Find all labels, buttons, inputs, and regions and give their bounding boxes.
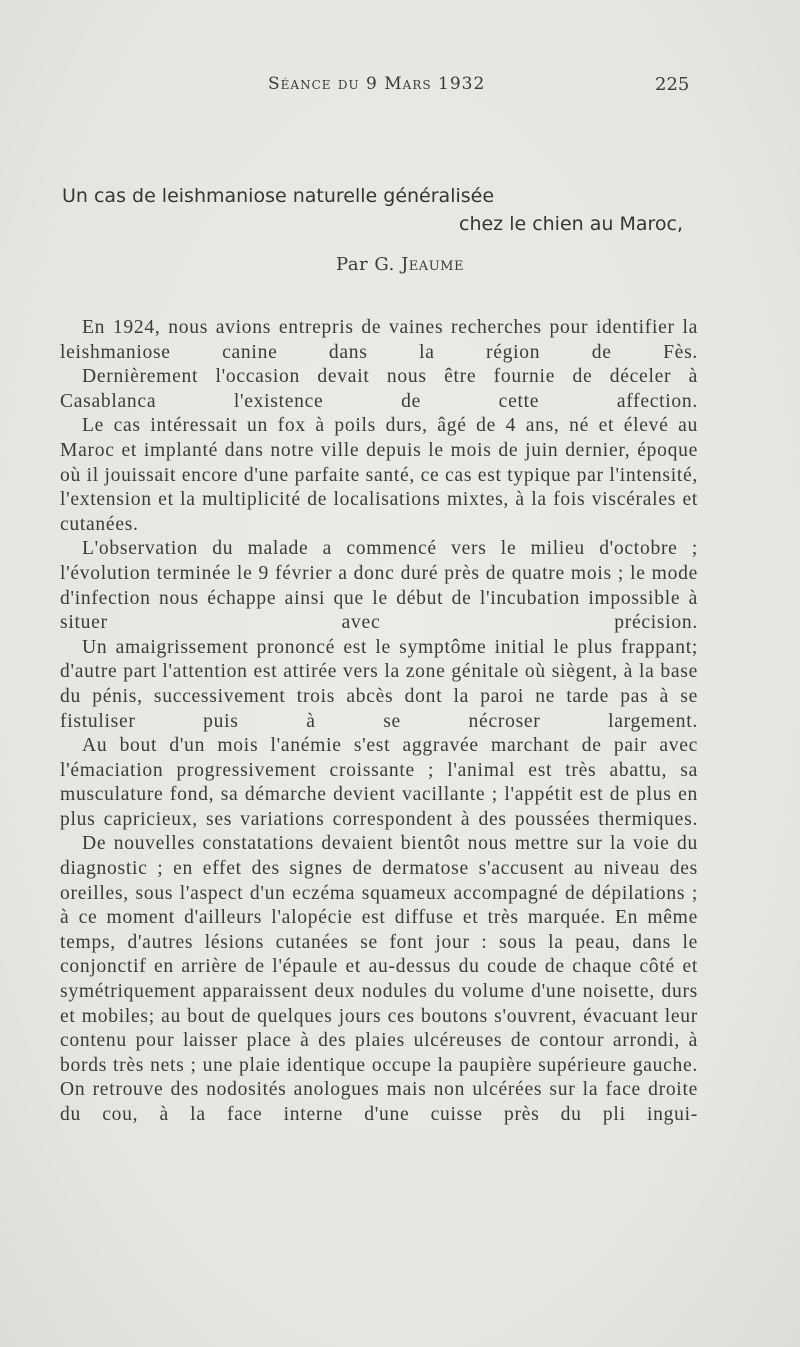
paragraph-1: En 1924, nous avions entrepris de vaines recherches pour identifier la leishmaniose canine dans la région de Fès.	[60, 317, 698, 363]
page-number: 225	[655, 74, 690, 95]
author-byline	[0, 254, 800, 275]
byline-prefix: Par G.	[336, 254, 395, 275]
paragraph-3: Le cas intéressait un fox à poils durs, âgé de 4 ans, né et élevé au Maroc et implanté dans notre ville depuis le mois de juin dernier, époque où il jouissait encore d'une parfaite santé, ce cas est typique par l'intensité, l'extension et la multiplicité de localisations mixtes, à la fois viscérales et cutanées.	[60, 415, 698, 535]
article-title-line-2: chez le chien au Maroc,	[459, 213, 684, 235]
paragraph-4: L'observation du malade a commencé vers le milieu d'octobre ; l'évolution terminée le 9 février a donc duré près de quatre mois ; le mode d'infection nous échappe ainsi que le début de l'incubation impossible à situer avec précision.	[60, 538, 698, 634]
paragraph-2: Dernièrement l'occasion devait nous être fournie de déceler à Casablanca l'existence de cette affection.	[60, 366, 698, 412]
author-name: Jeaume	[401, 254, 464, 275]
paragraph-5: Un amaigrissement prononcé est le symptôme initial le plus frappant; d'autre part l'attention est attirée vers la zone génitale où siègent, à la base du pénis, successivement trois abcès dont la paroi ne tarde pas à se fistuliser puis à se nécroser largement.	[60, 636, 698, 732]
running-head	[0, 74, 800, 98]
article-body	[60, 316, 698, 1128]
running-head-title: Séance du 9 Mars 1932	[268, 74, 486, 94]
paragraph-6: Au bout d'un mois l'anémie s'est aggravée marchant de pair avec l'émaciation progressivement croissante ; l'animal est très abattu, sa musculature fond, sa démarche devient vacillante ; l'appétit est de plus en plus capricieux, ses variations correspondent à des poussées thermiques.	[60, 735, 698, 830]
paragraph-7: De nouvelles constatations devaient bientôt nous mettre sur la voie du diagnostic ; en effet des signes de dermatose s'accusent au niveau des oreilles, sous l'aspect d'un eczéma squameux accompagné de dépilations ; à ce moment d'ailleurs l'alopécie est diffuse et très marquée. En même temps, d'autres lésions cutanées se font jour : sous la peau, dans le conjonctif en arrière de l'épaule et au-dessus du coude de chaque côté et symétriquement apparaissent deux nodules du volume d'une noisette, durs et mobiles; au bout de quelques jours ces boutons s'ouvrent, évacuant leur contenu pour laisser place à des plaies ulcéreuses de contour arrondi, à bords très nets ; une plaie identique occupe la paupière supérieure gauche. On retrouve des nodosités anologues mais non ulcérées sur la face droite du cou, à la face interne d'une cuisse près du pli ingui-	[60, 833, 698, 1125]
article-title-line-1: Un cas de leishmaniose naturelle généralisée	[62, 185, 495, 207]
